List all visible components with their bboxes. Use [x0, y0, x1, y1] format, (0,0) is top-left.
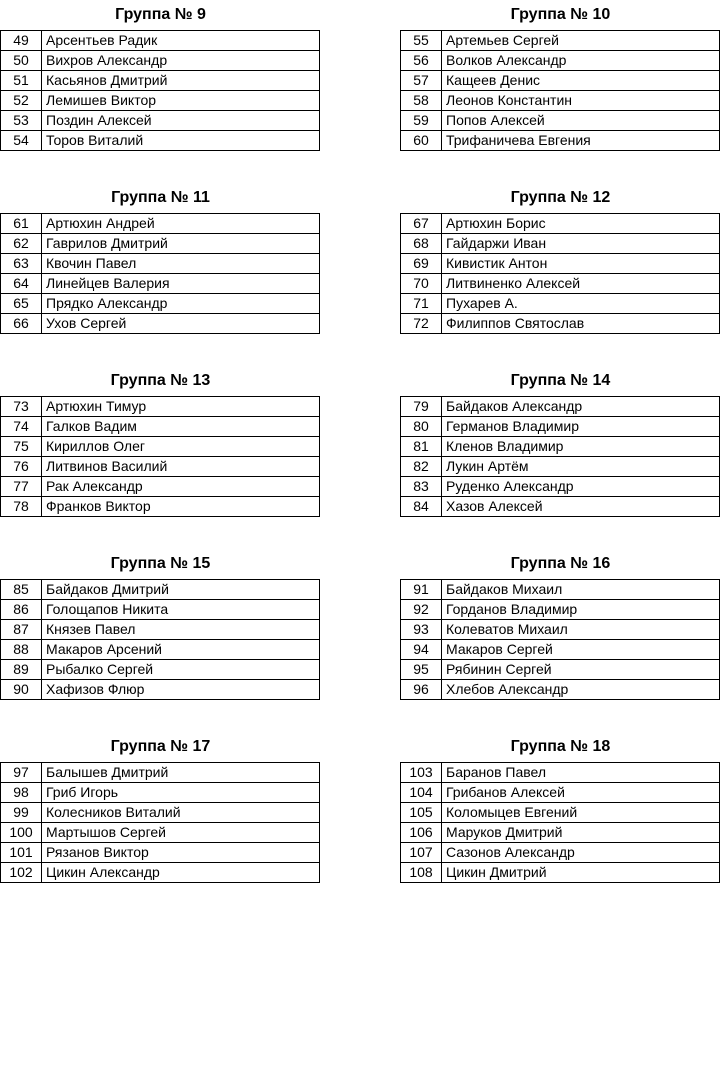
student-number-cell: 79 — [401, 397, 442, 417]
roster-table — [400, 762, 720, 883]
student-name-cell: Галков Вадим — [42, 417, 320, 437]
student-name-cell: Леонов Константин — [442, 91, 720, 111]
student-number-cell: 87 — [1, 620, 42, 640]
table-row — [401, 803, 720, 823]
student-number-cell: 97 — [1, 763, 42, 783]
student-number-cell: 73 — [1, 397, 42, 417]
student-name-cell: Волков Александр — [442, 51, 720, 71]
student-number-cell: 50 — [1, 51, 42, 71]
group-block — [400, 2, 721, 151]
student-name-cell: Гриб Игорь — [42, 783, 320, 803]
student-number-cell: 67 — [401, 214, 442, 234]
student-name-cell: Рыбалко Сергей — [42, 660, 320, 680]
student-name-cell: Хазов Алексей — [442, 497, 720, 517]
student-number-cell: 94 — [401, 640, 442, 660]
table-row — [401, 457, 720, 477]
student-number-cell: 106 — [401, 823, 442, 843]
table-row — [401, 131, 720, 151]
table-row — [1, 783, 320, 803]
table-row — [401, 91, 720, 111]
student-number-cell: 86 — [1, 600, 42, 620]
student-number-cell: 65 — [1, 294, 42, 314]
student-number-cell: 95 — [401, 660, 442, 680]
table-row — [1, 234, 320, 254]
table-row — [401, 660, 720, 680]
student-number-cell: 82 — [401, 457, 442, 477]
group-title: Группа № 9 — [115, 6, 206, 23]
student-name-cell: Артюхин Тимур — [42, 397, 320, 417]
student-name-cell: Литвиненко Алексей — [442, 274, 720, 294]
group-block — [400, 551, 721, 700]
table-row — [401, 51, 720, 71]
student-name-cell: Рябинин Сергей — [442, 660, 720, 680]
student-name-cell: Байдаков Дмитрий — [42, 580, 320, 600]
student-name-cell: Вихров Александр — [42, 51, 320, 71]
student-number-cell: 107 — [401, 843, 442, 863]
student-number-cell: 75 — [1, 437, 42, 457]
student-number-cell: 104 — [401, 783, 442, 803]
student-name-cell: Квочин Павел — [42, 254, 320, 274]
group-title: Группа № 11 — [111, 189, 210, 206]
table-row — [401, 823, 720, 843]
table-row — [401, 214, 720, 234]
student-name-cell: Линейцев Валерия — [42, 274, 320, 294]
student-name-cell: Литвинов Василий — [42, 457, 320, 477]
student-name-cell: Ухов Сергей — [42, 314, 320, 334]
group-block — [400, 368, 721, 517]
student-number-cell: 52 — [1, 91, 42, 111]
student-number-cell: 91 — [401, 580, 442, 600]
student-number-cell: 99 — [1, 803, 42, 823]
student-name-cell: Рязанов Виктор — [42, 843, 320, 863]
student-number-cell: 63 — [1, 254, 42, 274]
table-row — [401, 234, 720, 254]
student-number-cell: 57 — [401, 71, 442, 91]
table-row — [1, 294, 320, 314]
student-number-cell: 62 — [1, 234, 42, 254]
student-name-cell: Байдаков Михаил — [442, 580, 720, 600]
table-row — [1, 314, 320, 334]
table-row — [401, 294, 720, 314]
student-name-cell: Касьянов Дмитрий — [42, 71, 320, 91]
table-row — [1, 823, 320, 843]
table-row — [1, 111, 320, 131]
table-row — [401, 600, 720, 620]
table-row — [401, 680, 720, 700]
student-number-cell: 89 — [1, 660, 42, 680]
student-name-cell: Балышев Дмитрий — [42, 763, 320, 783]
student-number-cell: 96 — [401, 680, 442, 700]
table-row — [1, 863, 320, 883]
student-name-cell: Арсентьев Радик — [42, 31, 320, 51]
student-name-cell: Коломыцев Евгений — [442, 803, 720, 823]
student-name-cell: Колеватов Михаил — [442, 620, 720, 640]
table-row — [401, 843, 720, 863]
table-row — [401, 254, 720, 274]
student-name-cell: Артюхин Борис — [442, 214, 720, 234]
table-row — [401, 763, 720, 783]
student-name-cell: Князев Павел — [42, 620, 320, 640]
student-name-cell: Гайдаржи Иван — [442, 234, 720, 254]
student-name-cell: Хафизов Флюр — [42, 680, 320, 700]
group-block — [0, 368, 321, 517]
table-row — [1, 71, 320, 91]
table-row — [1, 457, 320, 477]
student-number-cell: 76 — [1, 457, 42, 477]
student-number-cell: 53 — [1, 111, 42, 131]
group-block — [0, 734, 321, 883]
table-row — [401, 580, 720, 600]
table-row — [1, 477, 320, 497]
student-name-cell: Германов Владимир — [442, 417, 720, 437]
student-name-cell: Макаров Сергей — [442, 640, 720, 660]
group-title: Группа № 18 — [510, 738, 611, 755]
table-row — [1, 91, 320, 111]
student-number-cell: 78 — [1, 497, 42, 517]
student-number-cell: 49 — [1, 31, 42, 51]
student-name-cell: Гаврилов Дмитрий — [42, 234, 320, 254]
table-row — [401, 497, 720, 517]
student-name-cell: Поздин Алексей — [42, 111, 320, 131]
table-row — [401, 397, 720, 417]
table-row — [1, 254, 320, 274]
student-name-cell: Хлебов Александр — [442, 680, 720, 700]
student-number-cell: 70 — [401, 274, 442, 294]
student-number-cell: 56 — [401, 51, 442, 71]
student-number-cell: 88 — [1, 640, 42, 660]
table-row — [1, 660, 320, 680]
student-number-cell: 54 — [1, 131, 42, 151]
table-row — [1, 843, 320, 863]
group-title: Группа № 10 — [510, 6, 611, 23]
student-number-cell: 92 — [401, 600, 442, 620]
table-row — [401, 640, 720, 660]
table-row — [1, 397, 320, 417]
group-title: Группа № 12 — [510, 189, 611, 206]
group-block — [0, 551, 321, 700]
student-number-cell: 69 — [401, 254, 442, 274]
student-name-cell: Голощапов Никита — [42, 600, 320, 620]
student-number-cell: 83 — [401, 477, 442, 497]
student-number-cell: 98 — [1, 783, 42, 803]
table-row — [1, 640, 320, 660]
table-row — [1, 803, 320, 823]
roster-table — [0, 213, 320, 334]
student-number-cell: 93 — [401, 620, 442, 640]
student-name-cell: Кленов Владимир — [442, 437, 720, 457]
table-row — [1, 620, 320, 640]
table-row — [1, 600, 320, 620]
student-number-cell: 55 — [401, 31, 442, 51]
table-row — [1, 497, 320, 517]
table-row — [401, 71, 720, 91]
group-block — [0, 185, 321, 334]
student-number-cell: 80 — [401, 417, 442, 437]
table-row — [401, 437, 720, 457]
table-row — [401, 477, 720, 497]
student-name-cell: Руденко Александр — [442, 477, 720, 497]
table-row — [401, 314, 720, 334]
student-name-cell: Мартышов Сергей — [42, 823, 320, 843]
table-row — [1, 214, 320, 234]
roster-table — [400, 30, 720, 151]
student-name-cell: Колесников Виталий — [42, 803, 320, 823]
table-row — [1, 437, 320, 457]
student-name-cell: Кивистик Антон — [442, 254, 720, 274]
student-number-cell: 77 — [1, 477, 42, 497]
student-name-cell: Филиппов Святослав — [442, 314, 720, 334]
student-name-cell: Макаров Арсений — [42, 640, 320, 660]
table-row — [401, 863, 720, 883]
student-number-cell: 59 — [401, 111, 442, 131]
student-number-cell: 60 — [401, 131, 442, 151]
student-name-cell: Трифаничева Евгения — [442, 131, 720, 151]
group-block — [400, 734, 721, 883]
roster-table — [0, 579, 320, 700]
roster-table — [0, 30, 320, 151]
student-number-cell: 64 — [1, 274, 42, 294]
student-number-cell: 101 — [1, 843, 42, 863]
student-name-cell: Лемишев Виктор — [42, 91, 320, 111]
table-row — [1, 274, 320, 294]
student-number-cell: 84 — [401, 497, 442, 517]
student-number-cell: 58 — [401, 91, 442, 111]
student-name-cell: Артюхин Андрей — [42, 214, 320, 234]
table-row — [1, 763, 320, 783]
student-name-cell: Прядко Александр — [42, 294, 320, 314]
group-block — [400, 185, 721, 334]
group-title: Группа № 14 — [510, 372, 611, 389]
student-name-cell: Горданов Владимир — [442, 600, 720, 620]
student-number-cell: 81 — [401, 437, 442, 457]
group-title: Группа № 16 — [510, 555, 611, 572]
roster-table — [0, 396, 320, 517]
student-number-cell: 105 — [401, 803, 442, 823]
student-name-cell: Лукин Артём — [442, 457, 720, 477]
table-row — [1, 417, 320, 437]
student-name-cell: Грибанов Алексей — [442, 783, 720, 803]
group-title: Группа № 13 — [110, 372, 211, 389]
student-name-cell: Цикин Дмитрий — [442, 863, 720, 883]
table-row — [401, 31, 720, 51]
student-number-cell: 90 — [1, 680, 42, 700]
student-name-cell: Цикин Александр — [42, 863, 320, 883]
roster-table — [400, 213, 720, 334]
student-name-cell: Рак Александр — [42, 477, 320, 497]
student-name-cell: Кащеев Денис — [442, 71, 720, 91]
roster-table — [400, 579, 720, 700]
table-row — [401, 620, 720, 640]
student-name-cell: Артемьев Сергей — [442, 31, 720, 51]
student-name-cell: Баранов Павел — [442, 763, 720, 783]
student-number-cell: 103 — [401, 763, 442, 783]
table-row — [401, 417, 720, 437]
table-row — [401, 783, 720, 803]
student-name-cell: Пухарев А. — [442, 294, 720, 314]
group-title: Группа № 15 — [110, 555, 211, 572]
student-name-cell: Маруков Дмитрий — [442, 823, 720, 843]
table-row — [401, 274, 720, 294]
table-row — [1, 31, 320, 51]
student-number-cell: 72 — [401, 314, 442, 334]
table-row — [1, 580, 320, 600]
student-number-cell: 68 — [401, 234, 442, 254]
student-number-cell: 100 — [1, 823, 42, 843]
student-number-cell: 74 — [1, 417, 42, 437]
group-block — [0, 2, 321, 151]
table-row — [401, 111, 720, 131]
roster-table — [0, 762, 320, 883]
table-row — [1, 51, 320, 71]
student-number-cell: 102 — [1, 863, 42, 883]
table-row — [1, 680, 320, 700]
student-name-cell: Кириллов Олег — [42, 437, 320, 457]
student-number-cell: 71 — [401, 294, 442, 314]
table-row — [1, 131, 320, 151]
student-number-cell: 85 — [1, 580, 42, 600]
student-name-cell: Франков Виктор — [42, 497, 320, 517]
roster-table — [400, 396, 720, 517]
student-number-cell: 51 — [1, 71, 42, 91]
student-number-cell: 108 — [401, 863, 442, 883]
student-number-cell: 66 — [1, 314, 42, 334]
student-name-cell: Торов Виталий — [42, 131, 320, 151]
group-title: Группа № 17 — [110, 738, 211, 755]
student-name-cell: Сазонов Александр — [442, 843, 720, 863]
student-number-cell: 61 — [1, 214, 42, 234]
student-name-cell: Попов Алексей — [442, 111, 720, 131]
student-name-cell: Байдаков Александр — [442, 397, 720, 417]
